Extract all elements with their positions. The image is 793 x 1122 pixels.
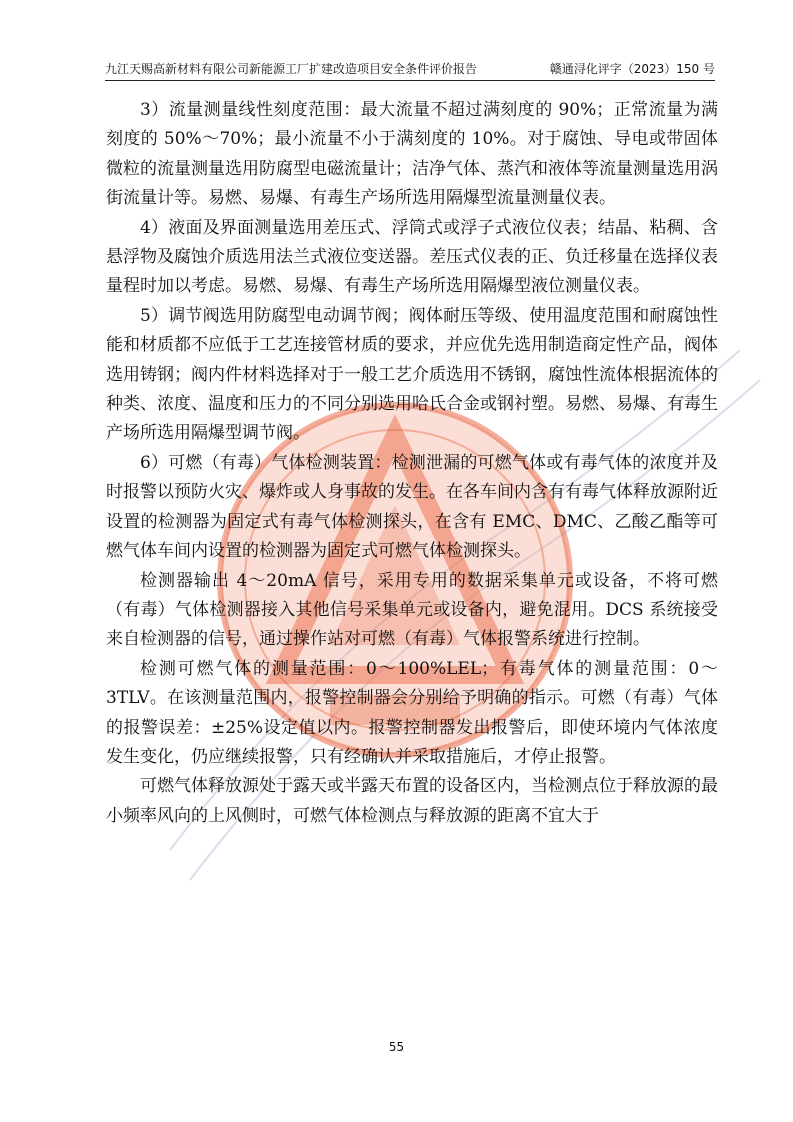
paragraph-measurement-range: 检测可燃气体的测量范围：0～100%LEL；有毒气体的测量范围：0～3TLV。在该测量范围内，报警控制器会分别给予明确的指示。可燃（有毒）气体的报警误差：±25%设定值以内。报警控制器发出报警后，即使环境内气体浓度发生变化，仍应继续报警，只有经确认并采取措施后，才停止报警。 — [106, 658, 718, 767]
paragraph-release-source: 可燃气体释放源处于露天或半露天布置的设备区内，当检测点位于释放源的最小频率风向的上风侧时，可燃气体检测点与释放源的距离不宜大于 — [106, 776, 718, 826]
header-report-title: 九江天赐高新材料有限公司新能源工厂扩建改造项目安全条件评价报告 — [105, 62, 478, 76]
header-report-number: 赣通浔化评字（2023）150 号 — [549, 62, 715, 76]
paragraph-control-valve: 5）调节阀选用防腐型电动调节阀；阀体耐压等级、使用温度范围和耐腐蚀性能和材质都不应低于工艺连接管材质的要求，并应优先选用制造商定性产品，阀体选用铸钢；阀内件材料选择对于一般工艺介质选用不锈钢，腐蚀性流体根据流体的种类、浓度、温度和压力的不同分别选用哈氏合金或钢衬塑。易燃、易爆、有毒生产场所选用隔爆型调节阀。 — [106, 305, 718, 444]
page-number: 55 — [388, 1040, 405, 1054]
paragraph-gas-detection: 6）可燃（有毒）气体检测装置：检测泄漏的可燃气体或有毒气体的浓度并及时报警以预防火灾、爆炸或人身事故的发生。在各车间内含有有毒气体释放源附近设置的检测器为固定式有毒气体检测探头，在含有 EMC、DMC、乙酸乙酯等可燃气体车间内设置的检测器为固定式可燃气体检测探头。 — [106, 452, 718, 562]
paragraph-level-measurement: 4）液面及界面测量选用差压式、浮筒式或浮子式液位仪表；结晶、粘稠、含悬浮物及腐蚀介质选用法兰式液位变送器。差压式仪表的正、负迁移量在选择仪表量程时加以考虑。易燃、易爆、有毒生产场所选用隔爆型液位测量仪表。 — [106, 217, 718, 297]
page-header — [105, 58, 715, 81]
paragraph-detector-signal: 检测器输出 4～20mA 信号，采用专用的数据采集单元或设备，不将可燃（有毒）气体检测器接入其他信号采集单元或设备内，避免混用。DCS 系统接受来自检测器的信号，通过操作站对可燃（有毒）气体报警系统进行控制。 — [106, 570, 718, 650]
paragraph-flow-range: 3）流量测量线性刻度范围：最大流量不超过满刻度的 90%；正常流量为满刻度的 50%～70%；最小流量不小于满刻度的 10%。对于腐蚀、导电或带固体微粒的流量测量选用防腐型电磁流量计；洁净气体、蒸汽和液体等流量测量选用涡街流量计等。易燃、易爆、有毒生产场所选用隔爆型流量测量仪表。 — [106, 100, 718, 209]
document-body — [106, 96, 718, 831]
